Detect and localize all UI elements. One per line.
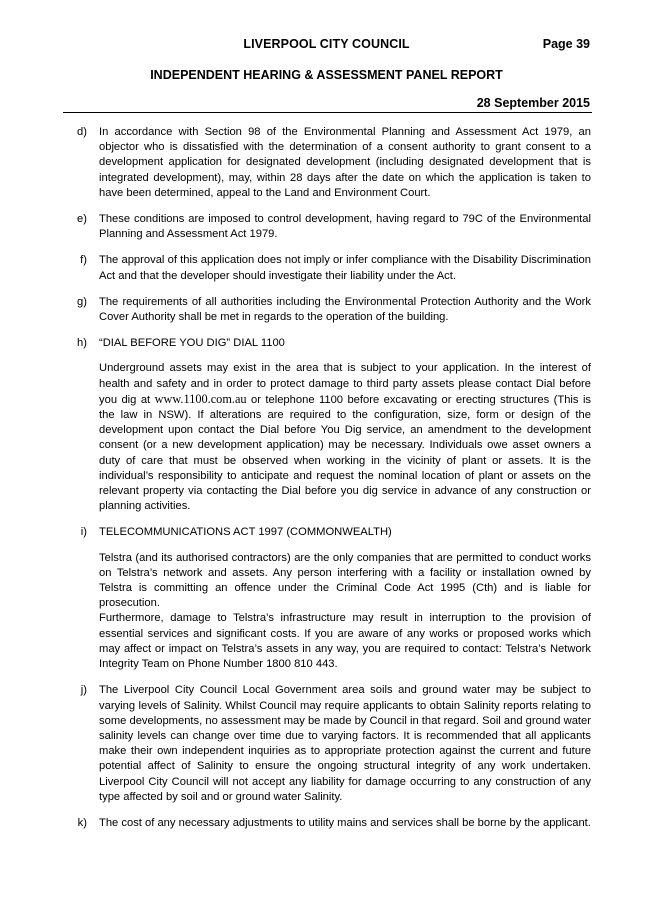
list-item-label: i)	[80, 526, 87, 539]
list-item-label: e)	[77, 213, 87, 226]
list-item-label: k)	[77, 816, 87, 829]
list-item-g	[63, 295, 591, 325]
list-item-e	[63, 212, 591, 242]
conditions-list	[63, 125, 591, 842]
list-item-d	[63, 125, 591, 201]
council-name: LIVERPOOL CITY COUNCIL	[243, 37, 410, 51]
list-item-text: In accordance with Section 98 of the Environmental Planning and Assessment Act 1979, an objector who is dissatisfied with the determination of a consent authority to grant consent to a development application for designated development (including designated development that is integrated development), may, within 28 days after the date on which the application is taken to have been determined, appeal to the Land and Environment Court.	[99, 126, 591, 199]
list-item-text: The Liverpool City Council Local Government area soils and ground water may be subject to varying levels of Salinity. Whilst Council may require applicants to obtain Salinity reports relating to some developments, no assessment may be made by Council in that regard. Soil and ground water salinity levels can change over time due to varying factors. It is recommended that all applicants make their own independent inquiries as to appropriate protection against the current and future potential affect of Salinity to ensure the ongoing structural integrity of any work undertaken. Liverpool City Council will not accept any liability for damage occurring to any construction of any type affected by soil and or ground water Salinity.	[99, 684, 591, 803]
text-after-link: or telephone 1100 before excavating or erecting structures (This is the law in NSW). If alterations are required to the configuration, size, form or design of the development upon contact the Dial before You Dig service, an amendment to the development consent (or a new development application) may be necessary. Individuals owe asset owners a duty of care that must be observed when working in the vicinity of plant or assets. It is the individual’s responsibility to anticipate and request the nominal location of plant or assets on the relevant property via contacting the Dial before you dig service in advance of any construction or planning activities.	[99, 393, 592, 513]
list-item-label: h)	[77, 337, 87, 350]
list-item-text: The requirements of all authorities including the Environmental Protection Authority and the Work Cover Authority shall be met in regards to the operation of the building.	[99, 295, 591, 324]
page-number: Page 39	[542, 37, 590, 51]
list-item-k	[63, 816, 591, 831]
header-divider	[63, 112, 592, 113]
list-item-text	[99, 361, 591, 514]
list-item-j	[63, 683, 591, 805]
list-item-label: g)	[77, 295, 87, 308]
list-item-text: The approval of this application does not imply or infer compliance with the Disability Discrimination Act and that the developer should investigate their liability under the Act.	[99, 254, 591, 282]
list-item-h	[63, 336, 591, 514]
list-item-label: j)	[80, 684, 87, 697]
text-before-link: Underground assets may exist in the area that is subject to your application. In the interest of health and safety and in order to protect damage to third party assets please contact Dial before you dig at	[99, 362, 591, 406]
dial-before-you-dig-link[interactable]: www.1100.com.au	[154, 391, 247, 406]
list-item-heading: TELECOMMUNICATIONS ACT 1997 (COMMONWEALTH)	[99, 526, 392, 539]
report-date: 28 September 2015	[476, 96, 590, 110]
list-item-text: These conditions are imposed to control development, having regard to 79C of the Environmental Planning and Assessment Act 1979.	[99, 213, 591, 241]
list-item-f	[63, 253, 591, 283]
list-item-text: Furthermore, damage to Telstra’s infrastructure may result in interruption to the provision of essential services and significant costs. If you are aware of any works or proposed works which may affect or impact on Telstra’s assets in any way, you are required to contact: Telstra’s Network Integrity Team on Phone Number 1800 810 443.	[99, 612, 591, 671]
list-item-text: Telstra (and its authorised contractors) are the only companies that are permitted to conduct works on Telstra’s network and assets. Any person interfering with a facility or installation owned by Telstra is committing an offence under the Criminal Code Act 1995 (Cth) and is liable for prosecution.	[99, 551, 591, 610]
list-item-label: f)	[80, 254, 87, 267]
list-item-i	[63, 525, 591, 672]
list-item-heading: “DIAL BEFORE YOU DIG” DIAL 1100	[99, 337, 285, 350]
list-item-text: The cost of any necessary adjustments to utility mains and services shall be borne by the applicant.	[99, 816, 591, 829]
list-item-label: d)	[77, 126, 87, 138]
report-title: INDEPENDENT HEARING & ASSESSMENT PANEL REPORT	[150, 68, 503, 82]
